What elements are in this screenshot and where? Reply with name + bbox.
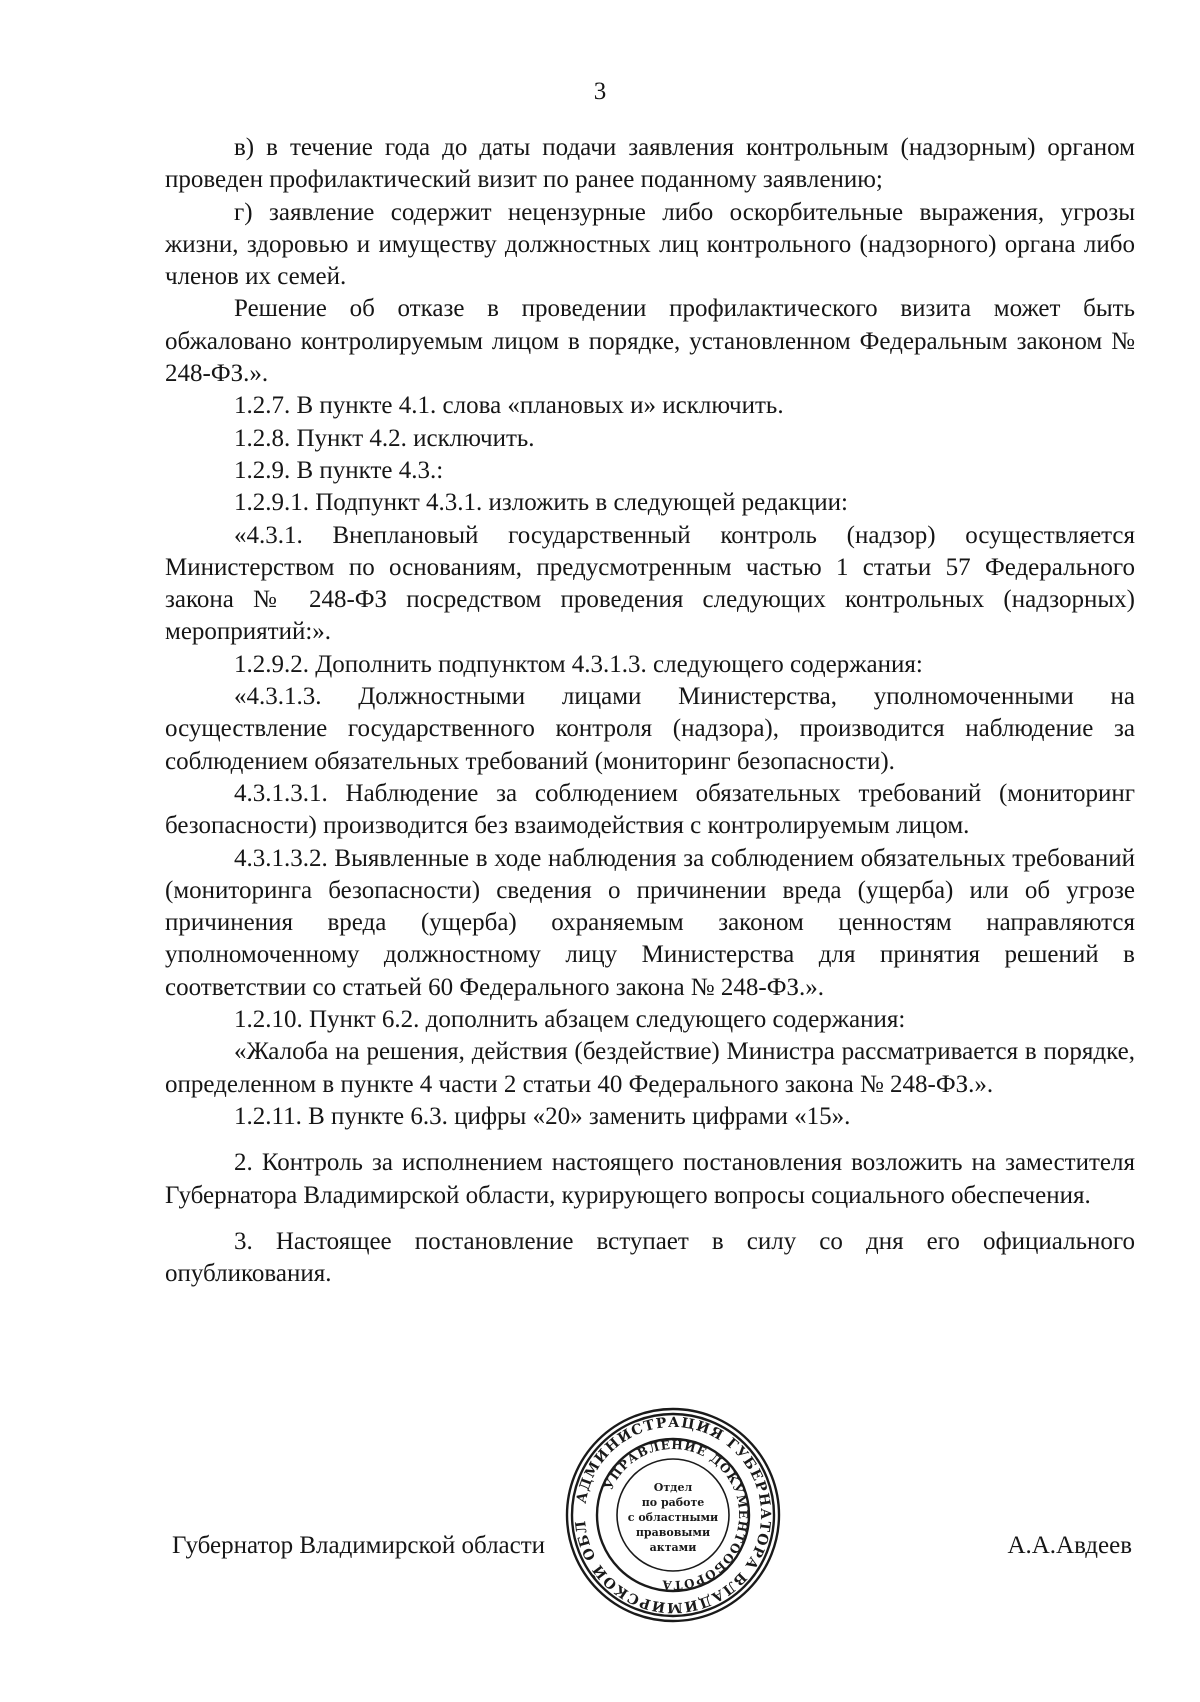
paragraph-1-2-9: 1.2.9. В пункте 4.3.: [234,456,444,484]
stamp-center-line: Отдел [653,1481,693,1494]
stamp-center-line: правовыми [635,1526,711,1539]
signature-name: А.А.Авдеев [1007,1532,1132,1559]
paragraph-4-3-1-3-2: 4.3.1.3.2. Выявленные в ходе наблюдения за соблюдением обязательных требований (мониторинга безопасности) сведения о причинении вреда (ущерба) или об угрозе причинения вреда (ущерба) охраняемым законом ценностям направляются уполномоченному должностному лицу Министерства для принятия решений в соответствии со статьей 60 Федерального закона № 248-ФЗ.». [165,844,1135,1001]
paragraph-4-3-1-3-1: 4.3.1.3.1. Наблюдение за соблюдением обязательных требований (мониторинг безопасности) производится без взаимодействия с контролируемым лицом. [165,779,1135,840]
paragraph-1-2-8: 1.2.8. Пункт 4.2. исключить. [234,424,535,452]
paragraph-1-2-9-2: 1.2.9.2. Дополнить подпунктом 4.3.1.3. следующего содержания: [234,650,923,678]
paragraph-3-effect: 3. Настоящее постановление вступает в силу со дня его официального опубликования. [165,1227,1135,1288]
stamp-center-line: актами [649,1541,697,1554]
paragraph-1-2-7: 1.2.7. В пункте 4.1. слова «плановых и» исключить. [234,392,784,420]
stamp-inner-ring-text: УПРАВЛЕНИЕ ДОКУМЕНТООБОРОТА [601,1437,751,1593]
paragraph-4-3-1-3: «4.3.1.3. Должностными лицами Министерства, уполномоченными на осуществление государственного контроля (надзора), производится наблюдение за соблюдением обязательных требований (мониторинг безопасности). [165,683,1135,775]
stamp-center-line: по работе [641,1496,705,1509]
paragraph-1-2-10: 1.2.10. Пункт 6.2. дополнить абзацем следующего содержания: [234,1006,906,1034]
page-number: 3 [593,78,607,105]
stamp-center-line: с областными [627,1511,719,1524]
paragraph-complaint: «Жалоба на решения, действия (бездействие) Министра рассматривается в порядке, определенном в пункте 4 части 2 статьи 40 Федерального закона № 248-ФЗ.». [165,1038,1135,1098]
stamp-outer-ring-text: АДМИНИСТРАЦИЯ ГУБЕРНАТОРА ВЛАДИМИРСКОЙ ОБЛ [572,1414,774,1616]
official-stamp [563,1405,783,1625]
paragraph-item-g: г) заявление содержит нецензурные либо оскорбительные выражения, угрозы жизни, здоровью и имуществу должностных лиц контрольного (надзорного) органа либо членов их семей. [165,198,1135,291]
paragraph-1-2-11: 1.2.11. В пункте 6.3. цифры «20» заменить цифрами «15». [234,1102,851,1130]
signature-position: Губернатор Владимирской области [172,1532,546,1559]
paragraph-4-3-1: «4.3.1. Внеплановый государственный контроль (надзор) осуществляется Министерством по основаниям, предусмотренным частью 1 статьи 57 Федерального закона № 248-ФЗ посредством проведения следующих контрольных (надзорных) мероприятий:». [165,521,1135,646]
paragraph-1-2-9-1: 1.2.9.1. Подпункт 4.3.1. изложить в следующей редакции: [234,489,848,517]
document-body [165,132,1135,1290]
paragraph-refusal-appeal: Решение об отказе в проведении профилактического визита может быть обжаловано контролируемым лицом в порядке, установленном Федеральным законом № 248-ФЗ.». [165,295,1135,388]
paragraph-item-v: в) в течение года до даты подачи заявления контрольным (надзорным) органом проведен профилактический визит по ранее поданному заявлению; [165,134,1135,194]
paragraph-2-control: 2. Контроль за исполнением настоящего постановления возложить на заместителя Губернатора Владимирской области, курирующего вопросы социального обеспечения. [165,1149,1135,1209]
stamp-seal-icon [563,1405,783,1625]
